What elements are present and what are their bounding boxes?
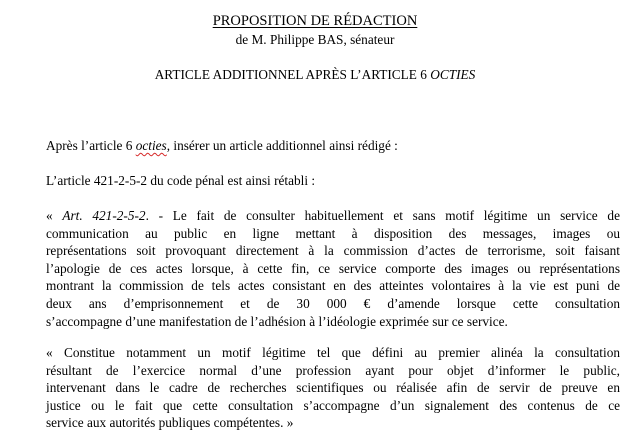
article-text-line-7: s’accompagne d’une manifestation de l’adhésion à l’idéologie exprimée sur ce service. (46, 313, 508, 329)
article-heading-prefix: ARTICLE ADDITIONNEL APRÈS L’ARTICLE 6 (154, 67, 431, 82)
article-text-line-2: communication au public en ligne mettant à disposition des messages, images ou (46, 225, 620, 241)
page-title (0, 13, 630, 29)
motive-line-4: justice ou le fait que cette consultation s’accompagne d’un signalement des contenus de ce (46, 397, 620, 413)
insertion-after: , insérer un article additionnel ainsi rédigé : (166, 138, 398, 153)
proposal-title: PROPOSITION DE RÉDACTION (212, 13, 418, 29)
motive-line-1: « Constitue notamment un motif légitime tel que défini au premier alinéa la consultation (46, 345, 620, 360)
motive-line-5: service aux autorités publiques compétentes. » (46, 415, 294, 431)
article-line1-rest: . - Le fait de consulter habituellement et sans motif légitime un service de (145, 208, 620, 223)
article-text-paragraph (46, 207, 620, 330)
insertion-before: Après l’article 6 (46, 138, 136, 153)
author-line: de M. Philippe BAS, sénateur (235, 32, 395, 47)
article-heading-suffix: OCTIES (430, 67, 476, 82)
insertion-paragraph (46, 137, 620, 155)
article-text-line-1 (46, 207, 620, 225)
code-reference-paragraph: L’article 421-2-5-2 du code pénal est ainsi rétabli : (46, 173, 316, 188)
octies-word: octies (135, 138, 167, 153)
article-text-line-5: montrant la commission de tels actes consistant en des atteintes volontaires à la vie est puni de (46, 278, 620, 294)
open-quote: « (46, 208, 63, 223)
legitimate-motive-paragraph (46, 344, 620, 432)
motive-line-2: résultant de l’exercice normal d’une profession ayant pour objet d’informer le public, (46, 362, 620, 378)
article-reference: Art. 421-2-5-2 (62, 208, 146, 223)
article-text-line-3: représentations soit provoquant directement à la commission d’actes de terrorisme, soit faisant (46, 243, 620, 259)
motive-line-3: intervenant dans le cadre de recherches scientifiques ou réalisée afin de servir de preuve en (46, 380, 620, 396)
article-text-line-6: deux ans d’emprisonnement et de 30 000 € d’amende lorsque cette consultation (46, 295, 620, 311)
article-text-line-4: l’apologie de ces actes lorsque, à cette fin, ce service comporte des images ou représentations (46, 260, 620, 276)
article-heading (0, 67, 630, 83)
